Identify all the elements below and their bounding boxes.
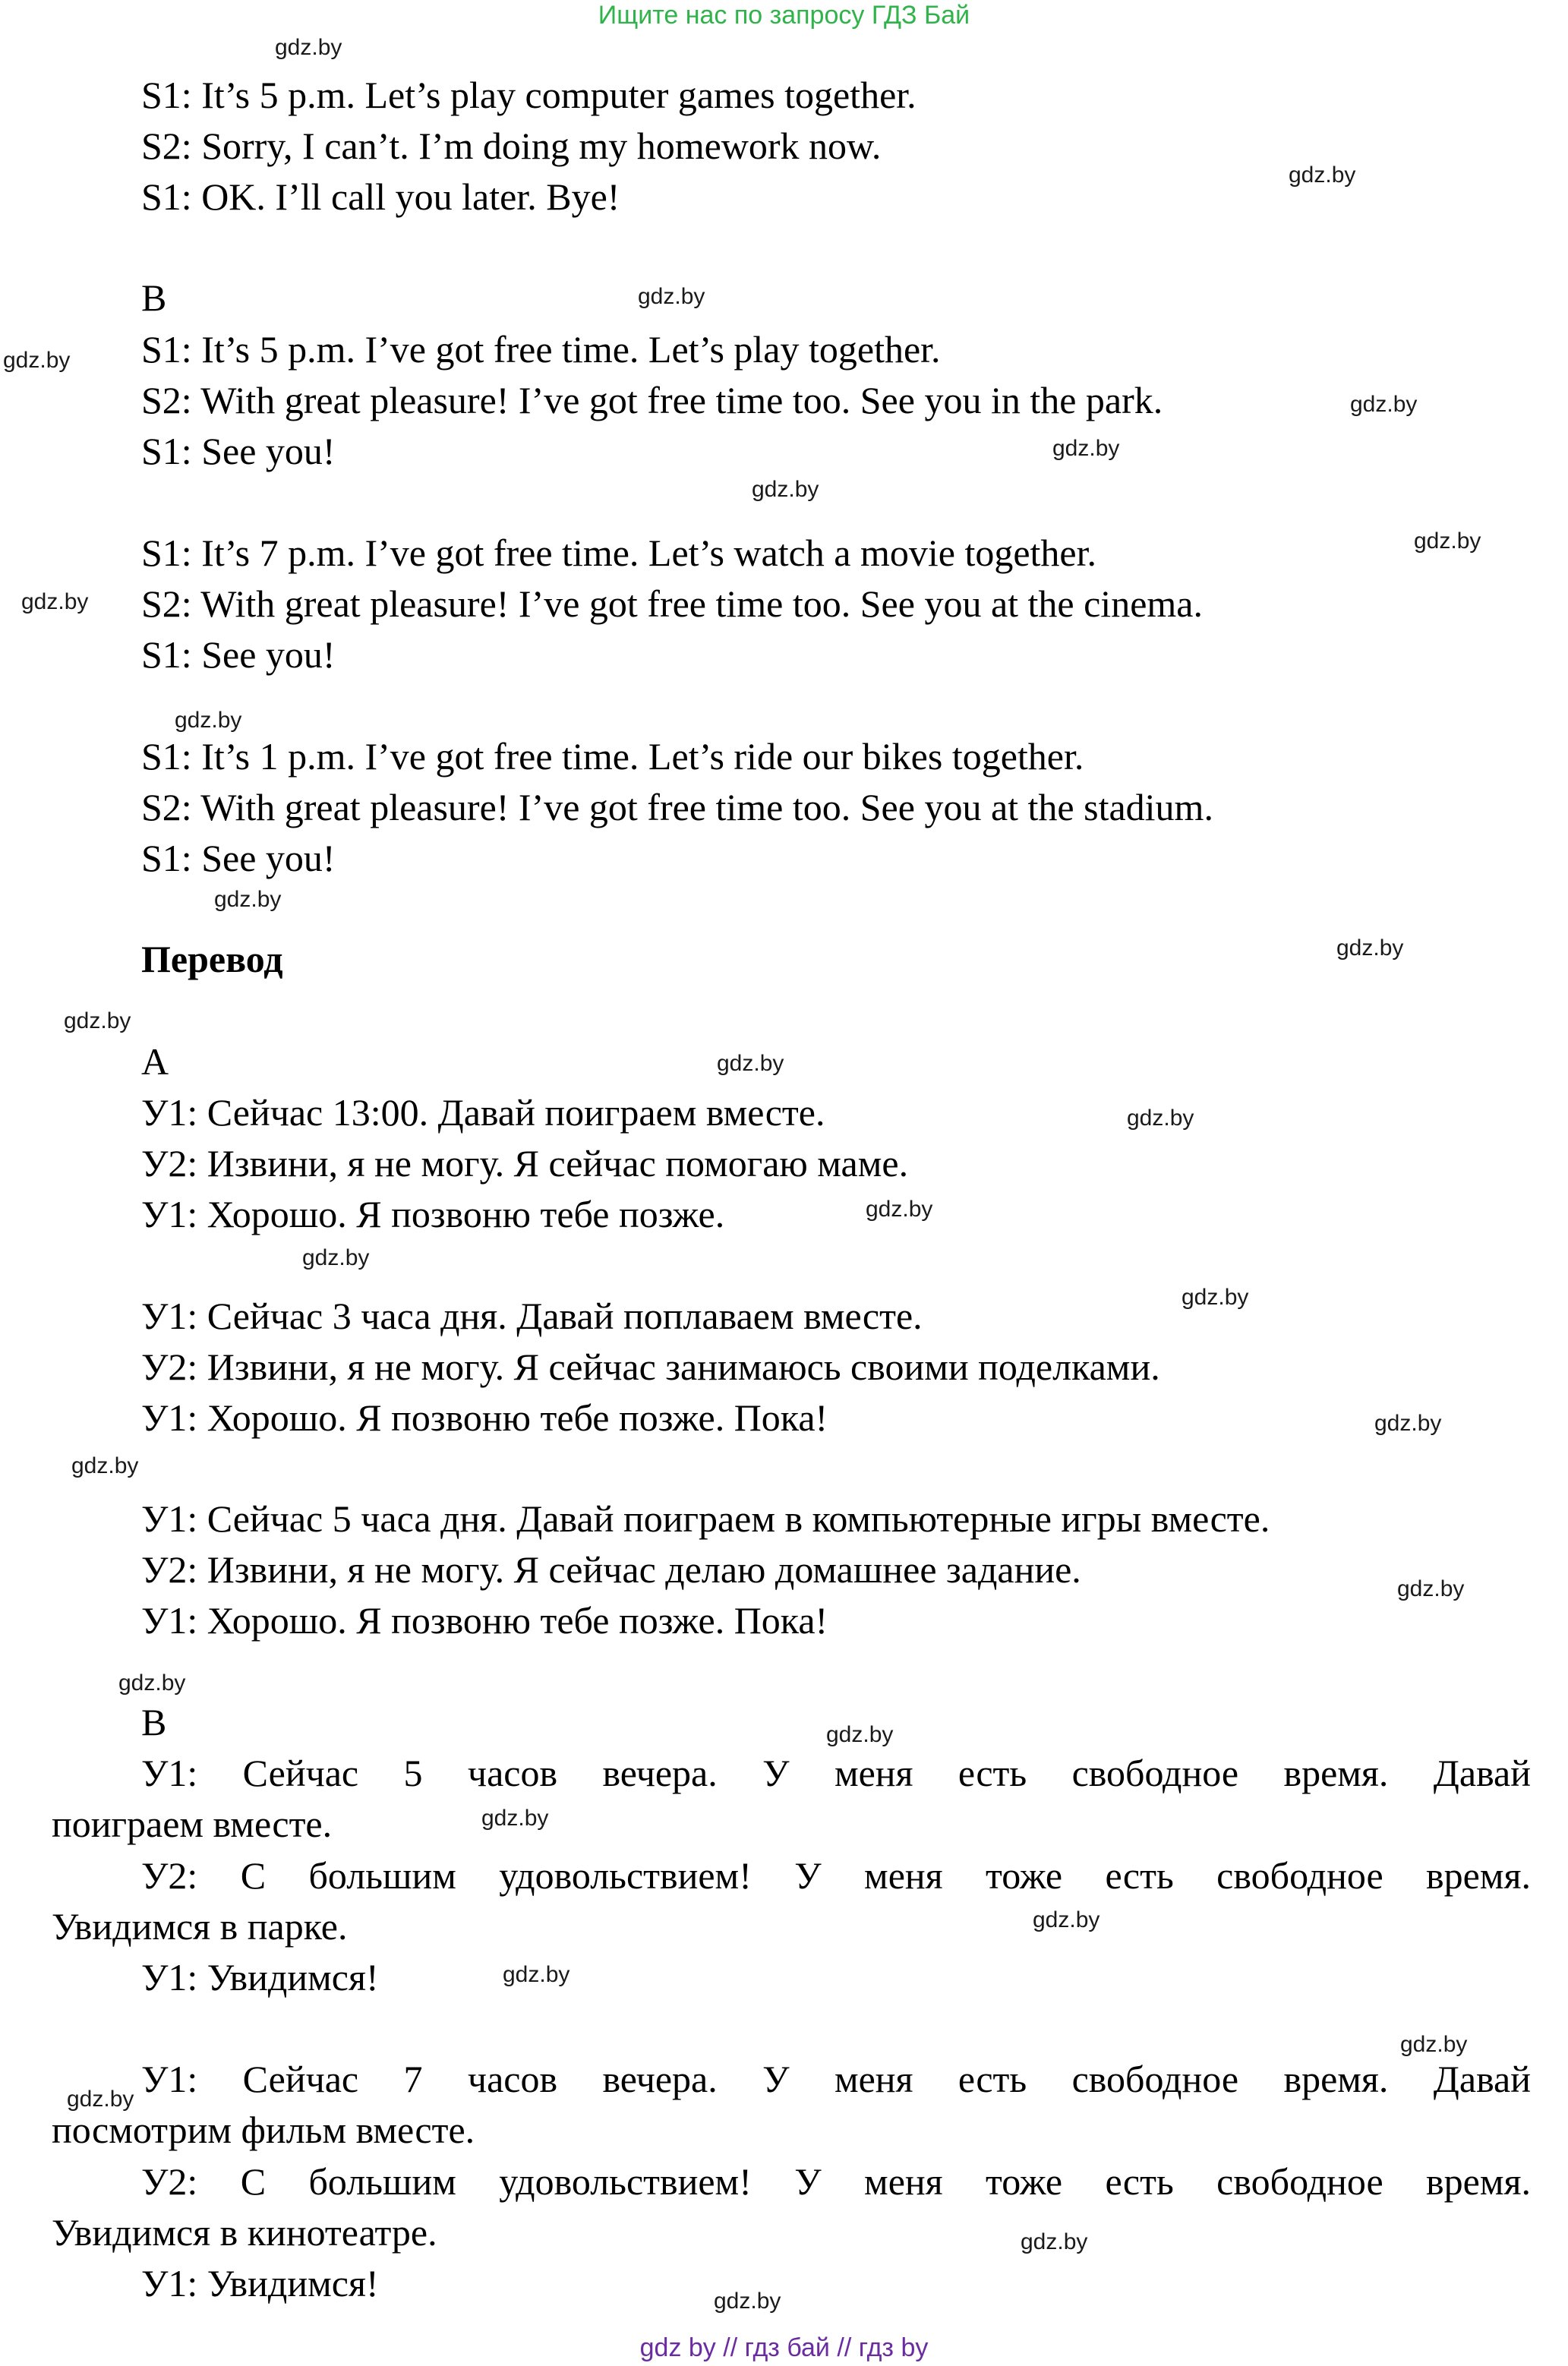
watermark: gdz.by [71, 1453, 139, 1478]
ru-b1-line-3: У1: Увидимся! [141, 1956, 379, 1998]
en-a3-line-2: S2: Sorry, I can’t. I’m doing my homework now. [141, 125, 882, 167]
ru-section-b-label: B [141, 1701, 167, 1743]
ru-a2-line-1: У1: Сейчас 3 часа дня. Давай поплаваем вместе. [141, 1295, 923, 1337]
watermark: gdz.by [1052, 436, 1120, 461]
ru-b2-line-3: У1: Увидимся! [141, 2262, 379, 2304]
ru-b1-line-2a: У2: С большим удовольствием! У меня тоже есть свободное время. [141, 1854, 1531, 1897]
ru-a1-line-1: У1: Сейчас 13:00. Давай поиграем вместе. [141, 1091, 825, 1134]
watermark: gdz.by [752, 477, 819, 502]
translation-heading: Перевод [141, 938, 283, 980]
watermark: gdz.by [1021, 2229, 1088, 2254]
watermark: gdz.by [175, 708, 242, 733]
ru-a2-line-3: У1: Хорошо. Я позвоню тебе позже. Пока! [141, 1396, 828, 1439]
en-a3-line-3: S1: OK. I’ll call you later. Bye! [141, 175, 620, 218]
watermark: gdz.by [1289, 162, 1356, 188]
en-b2-line-2: S2: With great pleasure! I’ve got free time too. See you at the cinema. [141, 582, 1203, 625]
watermark: gdz.by [503, 1962, 570, 1987]
watermark: gdz.by [1127, 1106, 1194, 1131]
en-b3-line-1: S1: It’s 1 p.m. I’ve got free time. Let’s ride our bikes together. [141, 735, 1084, 778]
ru-a3-line-1: У1: Сейчас 5 часа дня. Давай поиграем в компьютерные игры вместе. [141, 1497, 1270, 1540]
ru-b1-line-2b: Увидимся в парке. [52, 1905, 348, 1948]
watermark: gdz.by [214, 887, 282, 912]
watermark: gdz.by [1374, 1411, 1442, 1436]
en-section-b-label: B [141, 276, 167, 319]
en-a3-line-1: S1: It’s 5 p.m. Let’s play computer games together. [141, 74, 917, 116]
watermark: gdz.by [275, 35, 342, 60]
ru-b1-line-1b: поиграем вместе. [52, 1803, 333, 1845]
ru-b2-line-2b: Увидимся в кинотеатре. [52, 2211, 437, 2254]
watermark: gdz.by [3, 348, 71, 373]
watermark: gdz.by [21, 589, 89, 614]
watermark: gdz.by [1033, 1907, 1100, 1932]
en-b1-line-1: S1: It’s 5 p.m. I’ve got free time. Let’s play together. [141, 328, 941, 371]
ru-a1-line-2: У2: Извини, я не могу. Я сейчас помогаю маме. [141, 1142, 909, 1185]
en-b3-line-2: S2: With great pleasure! I’ve got free time too. See you at the stadium. [141, 786, 1213, 828]
ru-b2-line-1a: У1: Сейчас 7 часов вечера. У меня есть свободное время. Давай [141, 2058, 1531, 2100]
watermark: gdz.by [717, 1051, 784, 1076]
en-b1-line-3: S1: See you! [141, 430, 336, 472]
ru-b2-line-1b: посмотрим фильм вместе. [52, 2109, 475, 2151]
en-b1-line-2: S2: With great pleasure! I’ve got free time too. See you in the park. [141, 379, 1163, 421]
watermark: gdz.by [481, 1806, 549, 1831]
ru-a2-line-2: У2: Извини, я не могу. Я сейчас занимаюсь своими поделками. [141, 1345, 1160, 1388]
watermark: gdz.by [638, 284, 705, 309]
bottom-banner[interactable]: gdz by // гдз бай // гдз by [639, 2333, 929, 2362]
en-b3-line-3: S1: See you! [141, 837, 336, 879]
watermark: gdz.by [64, 1008, 131, 1033]
top-banner[interactable]: Ищите нас по запросу ГДЗ Бай [598, 1, 970, 30]
watermark: gdz.by [1397, 1576, 1465, 1601]
watermark: gdz.by [1350, 392, 1418, 417]
watermark: gdz.by [826, 1722, 894, 1747]
watermark: gdz.by [67, 2087, 134, 2112]
ru-a3-line-2: У2: Извини, я не могу. Я сейчас делаю домашнее задание. [141, 1548, 1081, 1591]
watermark: gdz.by [1182, 1285, 1249, 1310]
watermark: gdz.by [118, 1670, 186, 1696]
ru-a3-line-3: У1: Хорошо. Я позвоню тебе позже. Пока! [141, 1599, 828, 1642]
watermark: gdz.by [1400, 2032, 1468, 2057]
ru-a1-line-3: У1: Хорошо. Я позвоню тебе позже. [141, 1193, 725, 1235]
ru-section-a-label: A [141, 1040, 169, 1083]
ru-b2-line-2a: У2: С большим удовольствием! У меня тоже есть свободное время. [141, 2160, 1531, 2203]
watermark: gdz.by [866, 1197, 933, 1222]
en-b2-line-1: S1: It’s 7 p.m. I’ve got free time. Let’s watch a movie together. [141, 532, 1097, 574]
watermark: gdz.by [302, 1245, 370, 1270]
en-b2-line-3: S1: See you! [141, 633, 336, 676]
watermark: gdz.by [1336, 935, 1404, 961]
watermark: gdz.by [714, 2289, 781, 2314]
watermark: gdz.by [1414, 528, 1481, 554]
ru-b1-line-1a: У1: Сейчас 5 часов вечера. У меня есть свободное время. Давай [141, 1752, 1531, 1794]
